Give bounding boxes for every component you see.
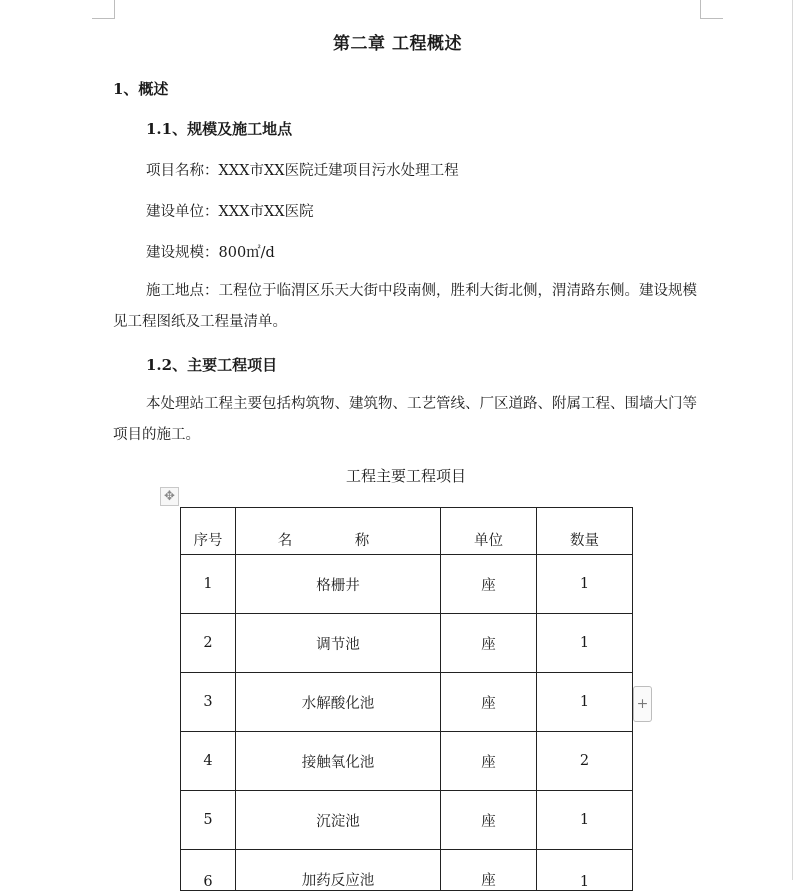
section-heading-1-2: 1.2、主要工程项目 — [146, 356, 278, 374]
builder-line: 建设单位：XXX市XX医院 — [146, 204, 314, 220]
table-row — [181, 850, 633, 891]
table-cell: 接触氧化池 — [236, 732, 441, 791]
table-row — [181, 673, 633, 732]
table-cell: 座 — [441, 791, 537, 850]
section-heading-1: 1、概述 — [113, 80, 169, 98]
table-row — [181, 732, 633, 791]
table-caption: 工程主要工程项目 — [345, 467, 466, 485]
table-row — [181, 555, 633, 614]
table-cell: 6 — [181, 850, 236, 891]
page-corner-mark-top-left — [92, 0, 115, 19]
table-row — [181, 791, 633, 850]
table-cell: 加药反应池 — [236, 850, 441, 891]
table-cell: 座 — [441, 614, 537, 673]
table-cell: 1 — [537, 791, 633, 850]
table-move-handle[interactable] — [160, 487, 179, 506]
site-line-2: 见工程图纸及工程量清单。 — [113, 314, 287, 330]
table-cell: 1 — [537, 673, 633, 732]
table-cell: 格栅井 — [236, 555, 441, 614]
table-cell: 1 — [181, 555, 236, 614]
table-cell: 1 — [537, 555, 633, 614]
header-cell: 单位 — [441, 508, 537, 555]
main-line-1: 本处理站工程主要包括构筑物、建筑物、工艺管线、厂区道路、附属工程、围墙大门等 — [146, 396, 697, 412]
plus-icon: + — [636, 696, 649, 712]
table-cell: 1 — [537, 850, 633, 891]
main-paragraph — [113, 389, 703, 451]
project-name-line: 项目名称：XXX市XX医院迁建项目污水处理工程 — [146, 163, 459, 179]
table-cell: 座 — [441, 732, 537, 791]
section-heading-1-1: 1.1、规模及施工地点 — [146, 120, 293, 138]
table-cell: 水解酸化池 — [236, 673, 441, 732]
table-cell: 座 — [441, 850, 537, 891]
table-cell: 2 — [181, 614, 236, 673]
site-paragraph — [113, 276, 703, 338]
page-corner-mark-top-right — [700, 0, 723, 19]
project-table — [180, 507, 633, 891]
header-cell: 数量 — [537, 508, 633, 555]
table-cell: 调节池 — [236, 614, 441, 673]
table-cell: 座 — [441, 555, 537, 614]
main-line-2: 项目的施工。 — [113, 427, 200, 443]
header-cell: 名 称 — [236, 508, 441, 555]
header-cell: 序号 — [181, 508, 236, 555]
table-cell: 4 — [181, 732, 236, 791]
scale-line: 建设规模：800㎡/d — [146, 245, 275, 261]
table-header-row — [181, 508, 633, 555]
chapter-title: 第二章 工程概述 — [333, 34, 462, 54]
table-cell: 1 — [537, 614, 633, 673]
add-row-button[interactable] — [633, 686, 652, 722]
table-cell: 3 — [181, 673, 236, 732]
table-cell: 2 — [537, 732, 633, 791]
table-row — [181, 614, 633, 673]
table-cell: 沉淀池 — [236, 791, 441, 850]
page-edge — [792, 0, 793, 880]
table-cell: 5 — [181, 791, 236, 850]
move-icon: ✥ — [164, 489, 175, 504]
site-line-1: 施工地点：工程位于临渭区乐天大街中段南侧，胜利大街北侧，渭清路东侧。建设规模 — [146, 283, 697, 299]
table-cell: 座 — [441, 673, 537, 732]
